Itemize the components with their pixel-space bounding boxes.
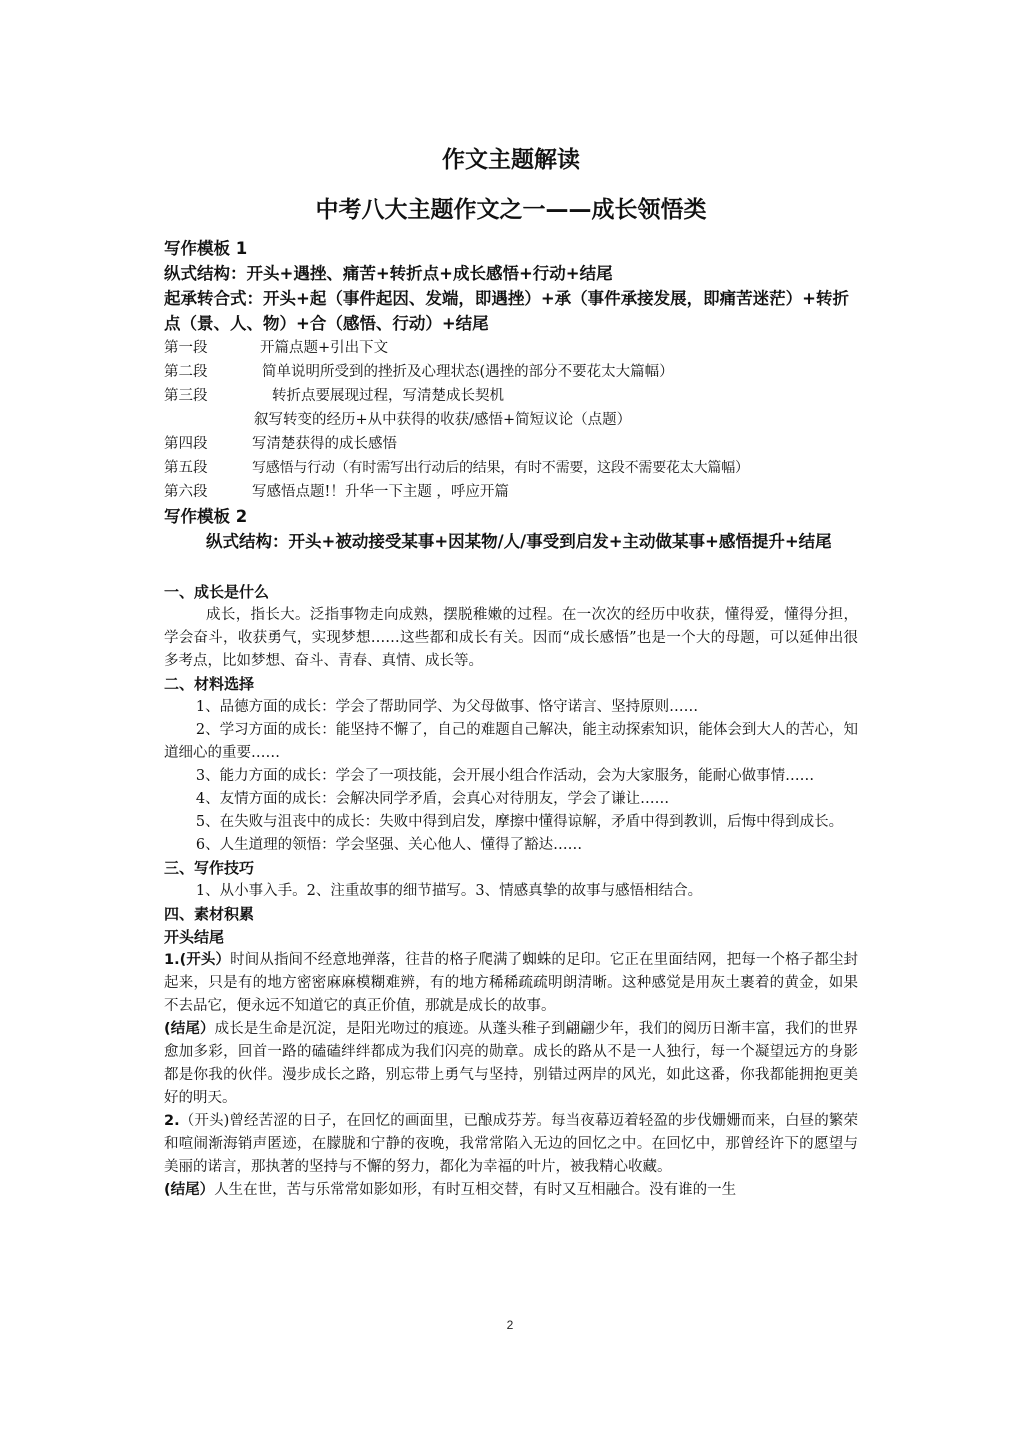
section3-text: 1、从小事入手。2、注重故事的细节描写。3、情感真挚的故事与感悟相结合。 xyxy=(195,883,703,899)
paragraph-label: 第三段 xyxy=(164,388,208,404)
section4-subheading: 开头结尾 xyxy=(164,928,225,946)
template1-qcz-structure: 起承转合式：开头+起（事件起因、发端，即遇挫）+承（事件承接发展，即痛苦迷茫）+转折点（景、人、物）+合（感悟、行动）+结尾 xyxy=(164,289,849,333)
paragraph-row xyxy=(164,336,858,360)
paragraph-label: 第四段 xyxy=(164,436,208,452)
paragraph-text: 写感悟与行动（有时需写出行动后的结果，有时不需要，这段不需要花太大篇幅） xyxy=(252,460,749,476)
paragraph-row xyxy=(164,360,858,384)
paragraph-text: 开篇点题+引出下文 xyxy=(260,340,389,356)
paragraph-row xyxy=(164,384,858,408)
section2-heading: 二、材料选择 xyxy=(164,675,255,693)
paragraph-row xyxy=(164,480,858,504)
entry-lead: 2. xyxy=(164,1113,180,1129)
sub-title: 中考八大主题作文之一——成长领悟类 xyxy=(315,197,707,223)
template1-heading: 写作模板 1 xyxy=(164,239,248,258)
template2-heading: 写作模板 2 xyxy=(164,507,248,526)
entry-text: （开头)曾经苦涩的日子，在回忆的画面里，已酿成芬芳。每当夜幕迈着轻盈的步伐姗姗而来，白昼的繁荣和喧闹渐海销声匿迹，在朦胧和宁静的夜晚，我常常陷入无边的回忆之中。在回忆中，那曾经许下的愿望与美丽的诺言，那执著的坚持与不懈的努力，都化为幸福的叶片，被我精心收藏。 xyxy=(164,1113,858,1175)
entry-lead: (结尾） xyxy=(164,1021,215,1037)
entry-text: 成长是生命是沉淀，是阳光吻过的痕迹。从蓬头稚子到翩翩少年，我们的阅历日渐丰富，我们的世界愈加多彩，回首一路的磕磕绊绊都成为我们闪亮的勋章。成长的路从不是一人独行，每一个凝望远方的身影都是你我的伙伴。漫步成长之路，别忘带上勇气与坚持，别错过两岸的风光，如此这番，你我都能拥抱更美好的明天。 xyxy=(164,1021,858,1106)
section2-item: 6、人生道理的领悟：学会坚强、关心他人、懂得了豁达…… xyxy=(195,837,583,853)
paragraph-text: 写清楚获得的成长感悟 xyxy=(252,436,397,452)
page-content xyxy=(164,138,858,1202)
page-number: 2 xyxy=(506,1318,514,1332)
section1-heading: 一、成长是什么 xyxy=(164,583,270,601)
section2-item: 4、友情方面的成长：会解决同学矛盾，会真心对待朋友，学会了谦让…… xyxy=(195,791,670,807)
paragraph-text: 写感悟点题!！升华一下主题 ，呼应开篇 xyxy=(252,484,509,500)
paragraph-label: 第六段 xyxy=(164,484,208,500)
material-entry xyxy=(164,1018,858,1110)
section1-text: 成长，指长大。泛指事物走向成熟，摆脱稚嫩的过程。在一次次的经历中收获，懂得爱，懂得分担，学会奋斗，收获勇气，实现梦想……这些都和成长有关。因而“成长感悟”也是一个大的母题，可以延伸出很多考点，比如梦想、奋斗、青春、真情、成长等。 xyxy=(164,607,858,669)
template1-vertical-structure: 纵式结构：开头+遇挫、痛苦+转折点+成长感悟+行动+结尾 xyxy=(164,264,613,283)
section2-item: 2、学习方面的成长：能坚持不懈了，自己的难题自己解决，能主动探索知识，能体会到大人的苦心，知道细心的重要…… xyxy=(164,722,858,761)
section2-item: 5、在失败与沮丧中的成长：失败中得到启发，摩擦中懂得谅解，矛盾中得到教训，后悔中得到成长。 xyxy=(195,814,844,830)
section4-heading: 四、素材积累 xyxy=(164,905,255,923)
paragraph-text: 简单说明所受到的挫折及心理状态(遇挫的部分不要花太大篇幅） xyxy=(262,364,674,380)
entry-lead: 1.(开头） xyxy=(164,952,231,968)
section2-item: 1、品德方面的成长：学会了帮助同学、为父母做事、恪守诺言、坚持原则…… xyxy=(195,699,699,715)
template2-vertical-structure xyxy=(164,529,858,554)
paragraph-label: 第五段 xyxy=(164,460,208,476)
entry-text: 人生在世，苦与乐常常如影如形，有时互相交替，有时又互相融合。没有谁的一生 xyxy=(214,1182,737,1198)
spacer xyxy=(164,554,858,581)
paragraph-label: 第一段 xyxy=(164,340,208,356)
paragraph-row xyxy=(164,432,858,456)
paragraph-row xyxy=(164,456,858,480)
entry-text: 时间从指间不经意地弹落，往昔的格子爬满了蜘蛛的足印。它正在里面结网，把每一个格子都尘封起来，只是有的地方密密麻麻模糊难辨，有的地方稀稀疏疏明朗清晰。这种感觉是用灰土裹着的黄金，如果不去品它，便永远不知道它的真正价值，那就是成长的故事。 xyxy=(164,952,858,1014)
paragraph-text: 转折点要展现过程，写清楚成长契机 xyxy=(272,388,504,404)
template2-structure-text: 纵式结构：开头+被动接受某事+因某物/人/事受到启发+主动做某事+感悟提升+结尾 xyxy=(206,532,832,551)
material-entry xyxy=(164,949,858,1018)
paragraph-label: 第二段 xyxy=(164,364,208,380)
section3-heading: 三、写作技巧 xyxy=(164,859,255,877)
template1-paragraph-list xyxy=(164,336,858,504)
section2-item: 3、能力方面的成长：学会了一项技能，会开展小组合作活动，会为大家服务，能耐心做事情…… xyxy=(195,768,815,784)
paragraph-subrow: 叙写转变的经历+从中获得的收获/感悟+简短议论（点题） xyxy=(254,412,632,428)
material-entry xyxy=(164,1110,858,1179)
main-title: 作文主题解读 xyxy=(442,147,580,173)
material-entry xyxy=(164,1179,858,1202)
entry-lead: (结尾） xyxy=(164,1182,215,1198)
